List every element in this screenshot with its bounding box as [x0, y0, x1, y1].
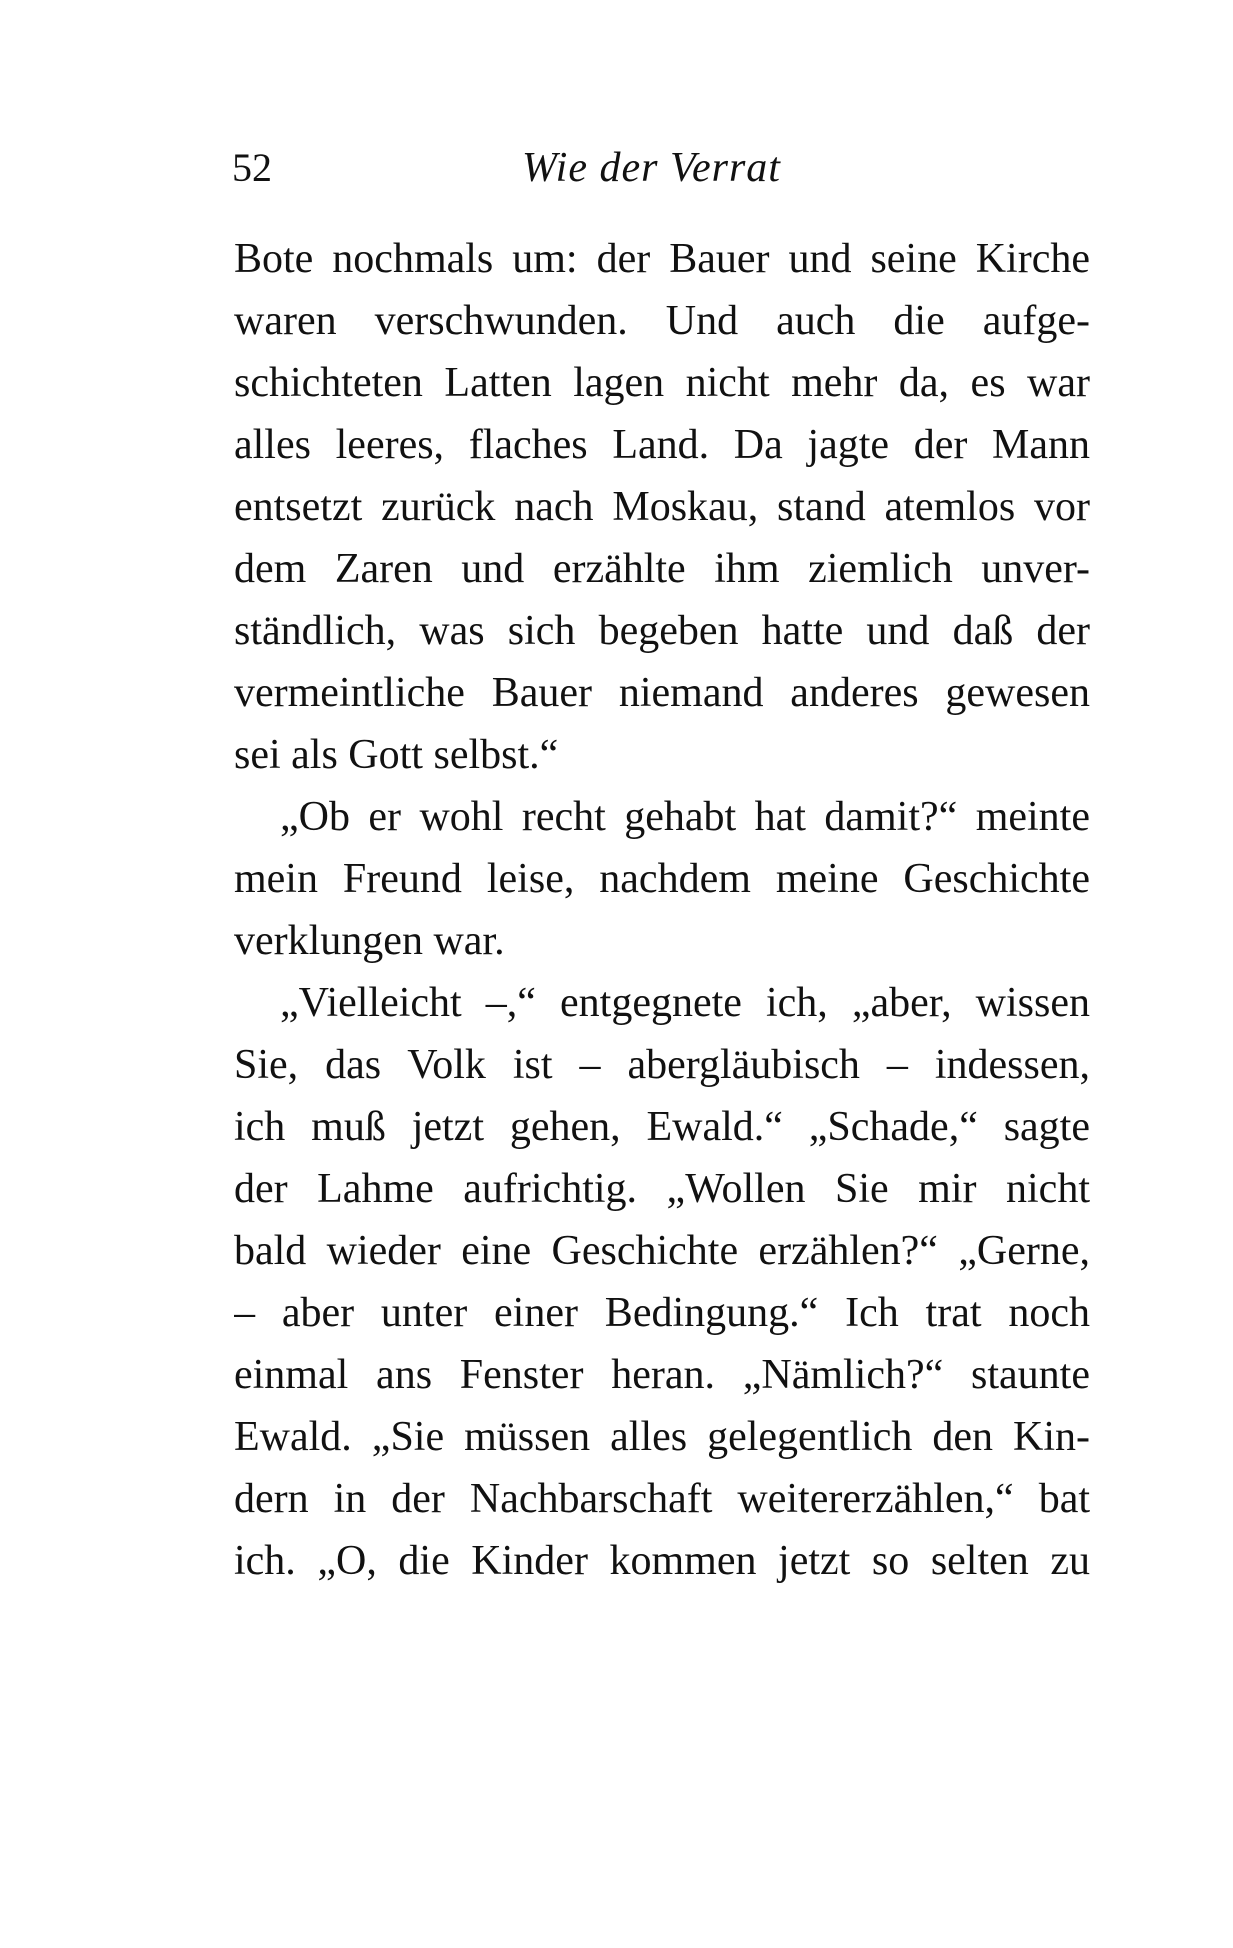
text-line: Ewald. „Sie müssen alles gelegentlich den Kin-: [234, 1414, 1090, 1460]
text-line: einmal ans Fenster heran. „Nämlich?“ staunte: [234, 1352, 1090, 1398]
page-number: 52: [232, 145, 272, 190]
text-line: dem Zaren und erzählte ihm ziemlich unver-: [234, 546, 1090, 592]
text-line: waren verschwunden. Und auch die aufge-: [234, 298, 1090, 344]
text-line: mein Freund leise, nachdem meine Geschichte: [234, 856, 1090, 902]
text-line: entsetzt zurück nach Moskau, stand atemlos vor: [234, 484, 1090, 530]
text-line: alles leeres, flaches Land. Da jagte der Mann: [234, 422, 1090, 468]
running-title: Wie der Verrat: [522, 145, 781, 191]
text-line: ständlich, was sich begeben hatte und daß der: [234, 608, 1090, 654]
text-line: vermeintliche Bauer niemand anderes gewesen: [234, 670, 1090, 716]
paragraph-end-line: verklungen war.: [234, 918, 505, 964]
text-line: bald wieder eine Geschichte erzählen?“ „Gerne,: [234, 1228, 1090, 1274]
text-line: ich muß jetzt gehen, Ewald.“ „Schade,“ sagte: [234, 1104, 1090, 1150]
text-line: dern in der Nachbarschaft weitererzählen,“ bat: [234, 1476, 1090, 1522]
text-line: ich. „O, die Kinder kommen jetzt so selten zu: [234, 1538, 1090, 1584]
text-line: Sie, das Volk ist – abergläubisch – indessen,: [234, 1042, 1090, 1088]
running-header: [232, 138, 1092, 198]
text-line: – aber unter einer Bedingung.“ Ich trat noch: [234, 1290, 1090, 1336]
text-line: schichteten Latten lagen nicht mehr da, es war: [234, 360, 1090, 406]
text-line: der Lahme aufrichtig. „Wollen Sie mir nicht: [234, 1166, 1090, 1212]
body-text: [234, 228, 1090, 1592]
paragraph-start-line: „Ob er wohl recht gehabt hat damit?“ meinte: [280, 794, 1090, 840]
text-line: Bote nochmals um: der Bauer und seine Kirche: [234, 236, 1090, 282]
paragraph-start-line: „Vielleicht –,“ entgegnete ich, „aber, wissen: [280, 980, 1090, 1026]
paragraph-end-line: sei als Gott selbst.“: [234, 732, 559, 778]
